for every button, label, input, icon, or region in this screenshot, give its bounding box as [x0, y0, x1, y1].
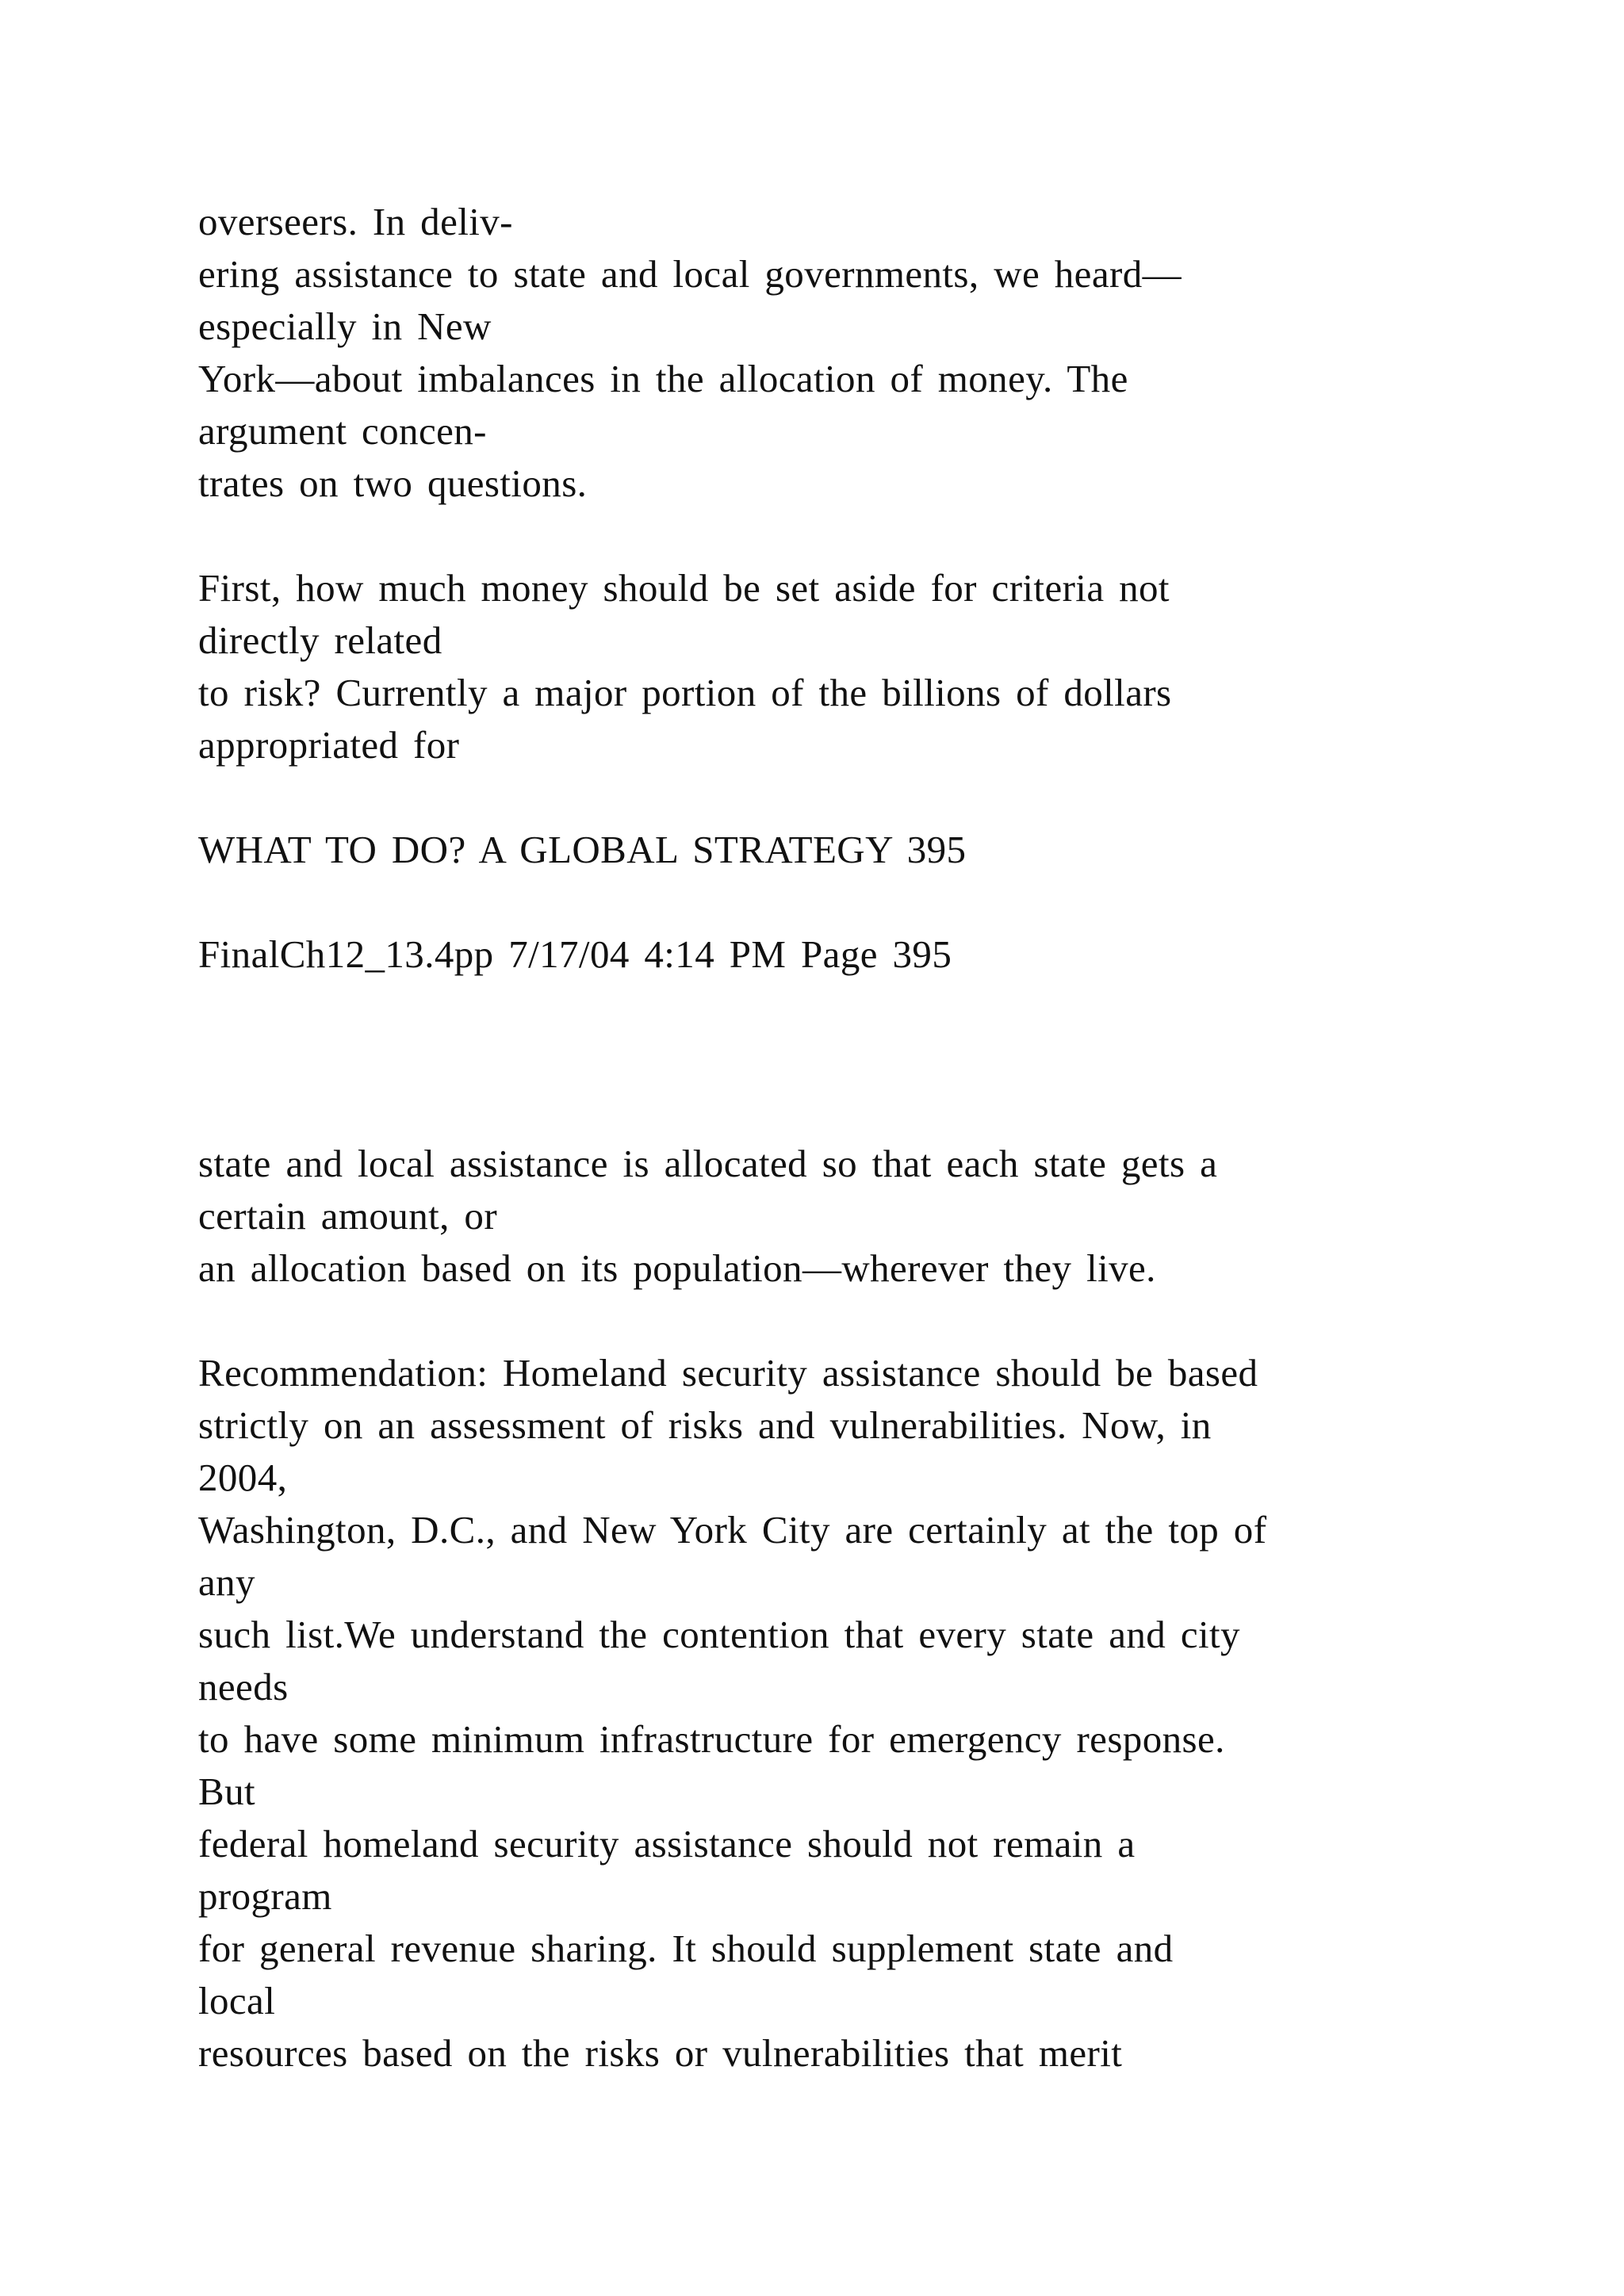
- text-line: program: [198, 1874, 332, 1918]
- text-line: to have some minimum infrastructure for emergency response.: [198, 1717, 1225, 1761]
- text-line: such list.We understand the contention that every state and city: [198, 1613, 1240, 1656]
- text-line: resources based on the risks or vulnerabilities that merit: [198, 2031, 1123, 2075]
- text-line: overseers. In deliv-: [198, 200, 513, 243]
- text-line: any: [198, 1560, 255, 1604]
- text-line: local: [198, 1979, 276, 2022]
- text-line: But: [198, 1770, 255, 1813]
- text-line: to risk? Currently a major portion of the billions of dollars: [198, 671, 1172, 714]
- text-line: strictly on an assessment of risks and vulnerabilities. Now, in: [198, 1403, 1212, 1447]
- slug-line: FinalCh12_13.4pp 7/17/04 4:14 PM Page 395: [198, 932, 952, 976]
- text-line: especially in New: [198, 304, 492, 348]
- text-line: First, how much money should be set aside for criteria not: [198, 566, 1170, 610]
- text-line: needs: [198, 1665, 289, 1709]
- text-line: 2004,: [198, 1456, 288, 1499]
- text-line: certain amount, or: [198, 1194, 498, 1238]
- text-line: argument concen-: [198, 409, 487, 453]
- text-line: trates on two questions.: [198, 461, 588, 505]
- text-line: York—about imbalances in the allocation of money. The: [198, 357, 1128, 400]
- text-line: ering assistance to state and local governments, we heard—: [198, 252, 1182, 296]
- text-line: appropriated for: [198, 723, 460, 767]
- running-footer: WHAT TO DO? A GLOBAL STRATEGY 395: [198, 828, 967, 871]
- text-line: an allocation based on its population—wherever they live.: [198, 1246, 1156, 1290]
- text-line: Washington, D.C., and New York City are certainly at the top of: [198, 1508, 1267, 1552]
- text-line: state and local assistance is allocated so that each state gets a: [198, 1142, 1218, 1185]
- text-line: directly related: [198, 618, 442, 662]
- text-line: federal homeland security assistance should not remain a: [198, 1822, 1136, 1866]
- text-line: for general revenue sharing. It should supplement state and: [198, 1927, 1174, 1970]
- text-line: Recommendation: Homeland security assistance should be based: [198, 1351, 1258, 1395]
